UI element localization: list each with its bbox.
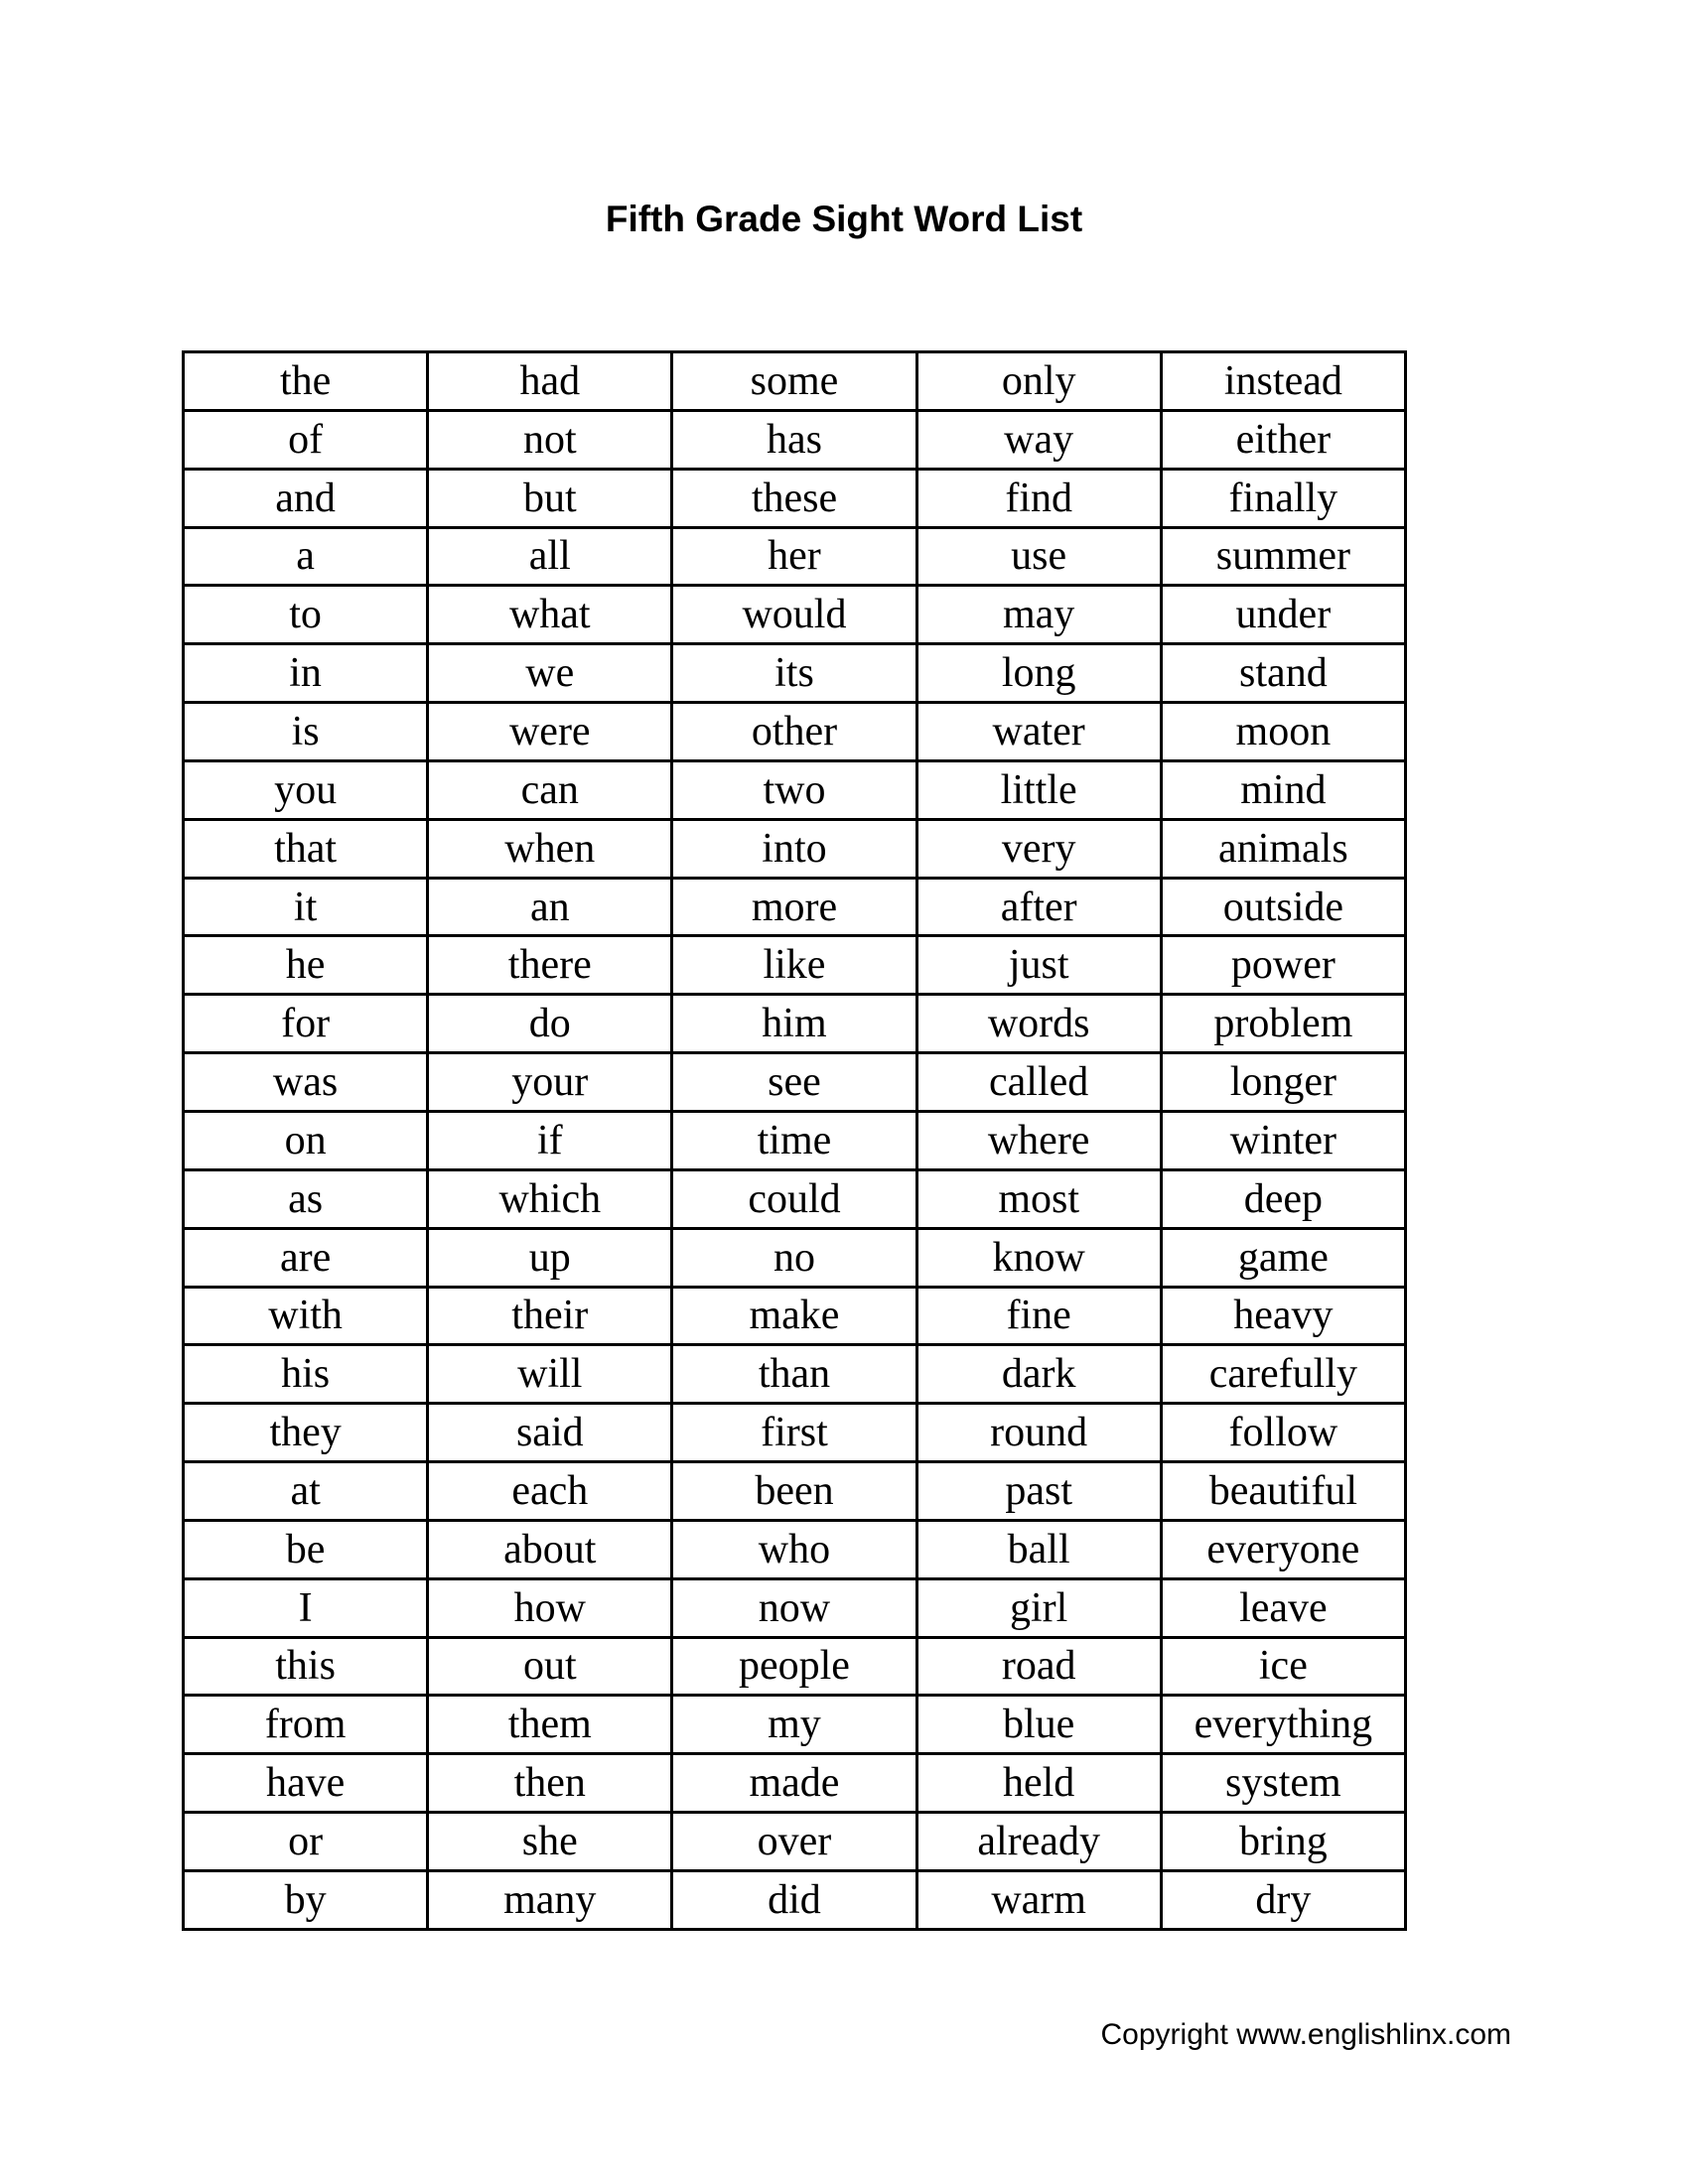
word-cell: your bbox=[428, 1053, 672, 1112]
word-cell: he bbox=[184, 936, 428, 995]
word-cell: and bbox=[184, 469, 428, 527]
word-cell: very bbox=[916, 819, 1161, 878]
word-cell: as bbox=[184, 1169, 428, 1228]
word-cell: its bbox=[672, 644, 916, 703]
word-cell: were bbox=[428, 703, 672, 761]
word-cell: then bbox=[428, 1754, 672, 1813]
word-cell: people bbox=[672, 1637, 916, 1696]
word-cell: either bbox=[1161, 410, 1405, 469]
word-cell: we bbox=[428, 644, 672, 703]
table-row bbox=[184, 1520, 1406, 1578]
word-cell: deep bbox=[1161, 1169, 1405, 1228]
word-cell: road bbox=[916, 1637, 1161, 1696]
sight-word-table bbox=[182, 350, 1407, 1931]
table-row bbox=[184, 1053, 1406, 1112]
word-cell: use bbox=[916, 527, 1161, 586]
word-cell: at bbox=[184, 1462, 428, 1521]
table-row bbox=[184, 1111, 1406, 1169]
word-cell: did bbox=[672, 1870, 916, 1929]
table-row bbox=[184, 586, 1406, 644]
table-row bbox=[184, 527, 1406, 586]
word-cell: an bbox=[428, 878, 672, 936]
word-cell: have bbox=[184, 1754, 428, 1813]
word-cell: these bbox=[672, 469, 916, 527]
word-cell: stand bbox=[1161, 644, 1405, 703]
word-cell: follow bbox=[1161, 1404, 1405, 1462]
table-row bbox=[184, 1578, 1406, 1637]
word-cell: longer bbox=[1161, 1053, 1405, 1112]
word-cell: no bbox=[672, 1228, 916, 1287]
word-cell: way bbox=[916, 410, 1161, 469]
word-cell: only bbox=[916, 352, 1161, 411]
word-cell: other bbox=[672, 703, 916, 761]
word-cell: if bbox=[428, 1111, 672, 1169]
word-cell: that bbox=[184, 819, 428, 878]
word-cell: than bbox=[672, 1345, 916, 1404]
word-cell: past bbox=[916, 1462, 1161, 1521]
word-cell: there bbox=[428, 936, 672, 995]
word-cell: up bbox=[428, 1228, 672, 1287]
word-cell: been bbox=[672, 1462, 916, 1521]
word-cell: leave bbox=[1161, 1578, 1405, 1637]
table-row bbox=[184, 1287, 1406, 1345]
word-cell: or bbox=[184, 1813, 428, 1871]
word-cell: many bbox=[428, 1870, 672, 1929]
table-row bbox=[184, 1696, 1406, 1754]
word-cell: but bbox=[428, 469, 672, 527]
word-cell: when bbox=[428, 819, 672, 878]
table-row bbox=[184, 469, 1406, 527]
word-cell: who bbox=[672, 1520, 916, 1578]
word-cell: may bbox=[916, 586, 1161, 644]
table-row bbox=[184, 1462, 1406, 1521]
word-cell: fine bbox=[916, 1287, 1161, 1345]
word-cell: they bbox=[184, 1404, 428, 1462]
word-cell: see bbox=[672, 1053, 916, 1112]
word-cell: already bbox=[916, 1813, 1161, 1871]
sight-word-table-body bbox=[184, 352, 1406, 1930]
word-cell: blue bbox=[916, 1696, 1161, 1754]
word-cell: ice bbox=[1161, 1637, 1405, 1696]
word-cell: ball bbox=[916, 1520, 1161, 1578]
table-row bbox=[184, 1169, 1406, 1228]
word-cell: made bbox=[672, 1754, 916, 1813]
word-cell: under bbox=[1161, 586, 1405, 644]
word-cell: instead bbox=[1161, 352, 1405, 411]
word-cell: do bbox=[428, 995, 672, 1053]
word-cell: for bbox=[184, 995, 428, 1053]
word-cell: her bbox=[672, 527, 916, 586]
word-cell: on bbox=[184, 1111, 428, 1169]
table-row bbox=[184, 760, 1406, 819]
word-cell: said bbox=[428, 1404, 672, 1462]
word-cell: each bbox=[428, 1462, 672, 1521]
table-row bbox=[184, 878, 1406, 936]
word-cell: called bbox=[916, 1053, 1161, 1112]
word-cell: winter bbox=[1161, 1111, 1405, 1169]
table-row bbox=[184, 644, 1406, 703]
table-row bbox=[184, 1754, 1406, 1813]
word-cell: out bbox=[428, 1637, 672, 1696]
word-cell: carefully bbox=[1161, 1345, 1405, 1404]
word-cell: round bbox=[916, 1404, 1161, 1462]
word-cell: his bbox=[184, 1345, 428, 1404]
word-cell: over bbox=[672, 1813, 916, 1871]
word-cell: after bbox=[916, 878, 1161, 936]
word-cell: was bbox=[184, 1053, 428, 1112]
word-cell: two bbox=[672, 760, 916, 819]
word-cell: of bbox=[184, 410, 428, 469]
word-cell: from bbox=[184, 1696, 428, 1754]
word-cell: make bbox=[672, 1287, 916, 1345]
word-cell: how bbox=[428, 1578, 672, 1637]
word-cell: what bbox=[428, 586, 672, 644]
word-cell: to bbox=[184, 586, 428, 644]
word-cell: problem bbox=[1161, 995, 1405, 1053]
word-cell: a bbox=[184, 527, 428, 586]
word-cell: girl bbox=[916, 1578, 1161, 1637]
word-cell: it bbox=[184, 878, 428, 936]
copyright-text: Copyright www.englishlinx.com bbox=[1100, 2018, 1511, 2051]
word-cell: now bbox=[672, 1578, 916, 1637]
table-row bbox=[184, 1404, 1406, 1462]
word-cell: outside bbox=[1161, 878, 1405, 936]
word-cell: find bbox=[916, 469, 1161, 527]
word-cell: finally bbox=[1161, 469, 1405, 527]
word-cell: where bbox=[916, 1111, 1161, 1169]
word-cell: water bbox=[916, 703, 1161, 761]
word-cell: them bbox=[428, 1696, 672, 1754]
word-cell: animals bbox=[1161, 819, 1405, 878]
word-cell: you bbox=[184, 760, 428, 819]
word-cell: are bbox=[184, 1228, 428, 1287]
table-row bbox=[184, 1870, 1406, 1929]
word-cell: first bbox=[672, 1404, 916, 1462]
word-cell: has bbox=[672, 410, 916, 469]
table-row bbox=[184, 1228, 1406, 1287]
word-cell: in bbox=[184, 644, 428, 703]
word-cell: had bbox=[428, 352, 672, 411]
word-cell: their bbox=[428, 1287, 672, 1345]
word-cell: bring bbox=[1161, 1813, 1405, 1871]
word-cell: most bbox=[916, 1169, 1161, 1228]
word-cell: some bbox=[672, 352, 916, 411]
word-cell: more bbox=[672, 878, 916, 936]
word-cell: game bbox=[1161, 1228, 1405, 1287]
table-row bbox=[184, 819, 1406, 878]
word-cell: would bbox=[672, 586, 916, 644]
word-cell: all bbox=[428, 527, 672, 586]
table-row bbox=[184, 410, 1406, 469]
word-cell: beautiful bbox=[1161, 1462, 1405, 1521]
word-cell: dry bbox=[1161, 1870, 1405, 1929]
table-row bbox=[184, 1813, 1406, 1871]
word-cell: into bbox=[672, 819, 916, 878]
word-cell: like bbox=[672, 936, 916, 995]
word-cell: this bbox=[184, 1637, 428, 1696]
word-cell: be bbox=[184, 1520, 428, 1578]
word-cell: system bbox=[1161, 1754, 1405, 1813]
word-cell: know bbox=[916, 1228, 1161, 1287]
word-cell: by bbox=[184, 1870, 428, 1929]
word-cell: she bbox=[428, 1813, 672, 1871]
table-row bbox=[184, 936, 1406, 995]
word-cell: him bbox=[672, 995, 916, 1053]
word-cell: my bbox=[672, 1696, 916, 1754]
word-cell: power bbox=[1161, 936, 1405, 995]
word-cell: just bbox=[916, 936, 1161, 995]
word-cell: everyone bbox=[1161, 1520, 1405, 1578]
word-cell: long bbox=[916, 644, 1161, 703]
word-cell: about bbox=[428, 1520, 672, 1578]
word-cell: summer bbox=[1161, 527, 1405, 586]
word-cell: mind bbox=[1161, 760, 1405, 819]
table-row bbox=[184, 352, 1406, 411]
table-row bbox=[184, 995, 1406, 1053]
table-row bbox=[184, 1345, 1406, 1404]
word-cell: will bbox=[428, 1345, 672, 1404]
word-cell: not bbox=[428, 410, 672, 469]
word-cell: warm bbox=[916, 1870, 1161, 1929]
word-cell: words bbox=[916, 995, 1161, 1053]
table-row bbox=[184, 703, 1406, 761]
word-cell: dark bbox=[916, 1345, 1161, 1404]
word-cell: is bbox=[184, 703, 428, 761]
word-cell: heavy bbox=[1161, 1287, 1405, 1345]
word-cell: held bbox=[916, 1754, 1161, 1813]
word-cell: I bbox=[184, 1578, 428, 1637]
word-cell: little bbox=[916, 760, 1161, 819]
word-cell: with bbox=[184, 1287, 428, 1345]
word-cell: which bbox=[428, 1169, 672, 1228]
page-title: Fifth Grade Sight Word List bbox=[605, 199, 1083, 239]
table-row bbox=[184, 1637, 1406, 1696]
word-cell: everything bbox=[1161, 1696, 1405, 1754]
word-cell: could bbox=[672, 1169, 916, 1228]
word-cell: can bbox=[428, 760, 672, 819]
word-cell: time bbox=[672, 1111, 916, 1169]
word-cell: moon bbox=[1161, 703, 1405, 761]
word-cell: the bbox=[184, 352, 428, 411]
